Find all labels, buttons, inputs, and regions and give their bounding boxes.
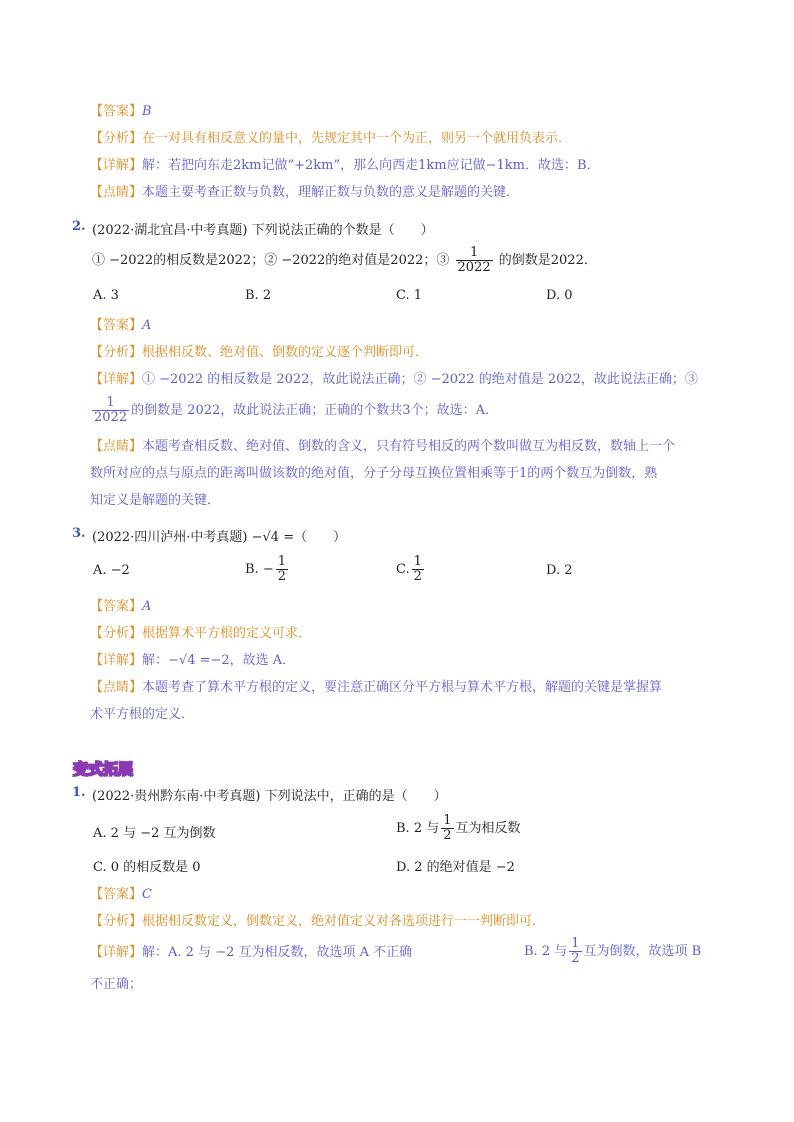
section-title: 变式拓展: [73, 760, 134, 778]
detail-line-2: 不正确；: [90, 977, 143, 992]
answer-line: 【答案】C: [90, 887, 152, 902]
question-stem: (2022·贵州黔东南·中考真题) 下列说法中，正确的是（ ）: [92, 789, 447, 804]
analysis-line: 【分析】根据相反数、绝对值、倒数的定义逐个判断即可．: [90, 345, 429, 360]
question-number: 2.: [72, 219, 86, 234]
question-number: 1.: [72, 785, 86, 800]
detail-tag: 【详解】: [90, 158, 143, 173]
point-tag: 【点睛】: [90, 185, 143, 200]
point-text: 本题主要考查正数与负数，理解正数与负数的意义是解题的关键．: [142, 185, 520, 200]
point-text: 本题考查相反数、绝对值、倒数的含义，只有符号相反的两个数叫做互为相反数，数轴上一个: [142, 439, 676, 454]
fraction: $\frac{1}{2}$: [277, 554, 286, 584]
detail-text: 解：若把向东走2km记做“+2km”，那么向西走1km应记做−1km．故选：B．: [142, 158, 600, 173]
option-c[interactable]: C. 0 的相反数是 0: [93, 860, 201, 875]
statements-text-end: 的倒数是2022．: [498, 253, 597, 268]
analysis-text: 根据相反数、绝对值、倒数的定义逐个判断即可．: [142, 345, 429, 360]
point-line: 【点睛】本题考查了算术平方根的定义，要注意正确区分平方根与算术平方根，解题的关键是掌握算: [90, 680, 663, 695]
option-c[interactable]: C. 1: [396, 288, 423, 303]
detail-option-b: B. 2 与 $\frac{1}{2}$ 互为倒数，故选项 B: [524, 936, 702, 966]
option-a[interactable]: A. 2 与 −2 互为倒数: [93, 826, 216, 841]
option-a[interactable]: A. 3: [93, 288, 119, 303]
point-line-3: 知定义是解题的关键．: [90, 493, 221, 508]
analysis-text: 根据算术平方根的定义可求．: [142, 626, 312, 641]
question-stem: (2022·湖北宜昌·中考真题) 下列说法正确的个数是（ ）: [92, 223, 434, 238]
point-line: 【点睛】本题考查相反数、绝对值、倒数的含义，只有符号相反的两个数叫做互为相反数，数轴上一个: [90, 439, 676, 454]
question-stem: (2022·四川泸州·中考真题) −√4 =（ ）: [92, 530, 347, 545]
fraction: $\frac{1}{2}$: [571, 936, 580, 966]
detail-line: 【详解】解：A. 2 与 −2 互为相反数，故选项 A 不正确: [90, 945, 413, 960]
answer-value: A: [142, 318, 152, 333]
point-text: 本题考查了算术平方根的定义，要注意正确区分平方根与算术平方根，解题的关键是掌握算: [142, 680, 663, 695]
question-number: 3.: [72, 526, 86, 541]
fraction: $\frac{1}{2022}$: [457, 245, 491, 275]
detail-text: 解：−√4 =−2，故选 A．: [142, 653, 296, 668]
option-d[interactable]: D. 2: [546, 563, 573, 578]
answer-line: [90, 103, 152, 121]
point-line-2: 术平方根的定义．: [90, 707, 195, 722]
fraction: $\frac{1}{2}$: [443, 813, 452, 843]
analysis-text: 根据相反数定义，倒数定义，绝对值定义对各选项进行一一判断即可．: [142, 914, 546, 929]
option-b[interactable]: B. − $\frac{1}{2}$: [245, 554, 286, 584]
point-line-2: 数所对应的点与原点的距离叫做该数的绝对值，分子分母互换位置相乘等于1的两个数互为倒数，熟: [90, 466, 658, 481]
option-c[interactable]: C. $\frac{1}{2}$: [396, 554, 422, 584]
detail-line: 【详解】① −2022 的相反数是 2022，故此说法正确；② −2022 的绝对值是 2022，故此说法正确；③: [90, 372, 698, 387]
analysis-text: 在一对具有相反意义的量中，先规定其中一个为正，则另一个就用负表示．: [142, 131, 572, 146]
option-d[interactable]: D. 2 的绝对值是 −2: [396, 860, 515, 875]
analysis-tag: 【分析】: [90, 131, 143, 146]
detail-line-2: [90, 396, 498, 425]
analysis-line: 【分析】根据算术平方根的定义可求．: [90, 626, 312, 641]
statements-text: ① −2022的相反数是2022；② −2022的绝对值是2022；③: [92, 253, 450, 268]
fraction: $\frac{1}{2022}$: [94, 395, 128, 425]
option-b[interactable]: B. 2 与 $\frac{1}{2}$ 互为相反数: [396, 813, 521, 843]
detail-line: 【详解】解：−√4 =−2，故选 A．: [90, 653, 296, 668]
detail-text-2: 的倒数是 2022，故此说法正确；正确的个数共3个；故选：A．: [131, 403, 498, 418]
question-statements: [92, 246, 597, 275]
detail-text: 解：A. 2 与 −2 互为相反数，故选项 A 不正确: [142, 945, 413, 960]
point-line: [90, 184, 519, 202]
detail-line: [90, 157, 600, 175]
answer-line: 【答案】A: [90, 599, 152, 614]
option-b[interactable]: B. 2: [245, 288, 272, 303]
option-d[interactable]: D. 0: [546, 288, 573, 303]
answer-value: B: [142, 104, 152, 119]
analysis-line: [90, 130, 571, 148]
answer-value: A: [142, 599, 152, 614]
option-a[interactable]: A. −2: [93, 563, 130, 578]
fraction: $\frac{1}{2}$: [413, 554, 422, 584]
answer-value: C: [142, 887, 152, 902]
detail-text: ① −2022 的相反数是 2022，故此说法正确；② −2022 的绝对值是 2022，故此说法正确；③: [142, 372, 698, 387]
analysis-line: 【分析】根据相反数定义，倒数定义，绝对值定义对各选项进行一一判断即可．: [90, 914, 546, 929]
answer-line: 【答案】A: [90, 318, 152, 333]
answer-tag: 【答案】: [90, 104, 143, 119]
